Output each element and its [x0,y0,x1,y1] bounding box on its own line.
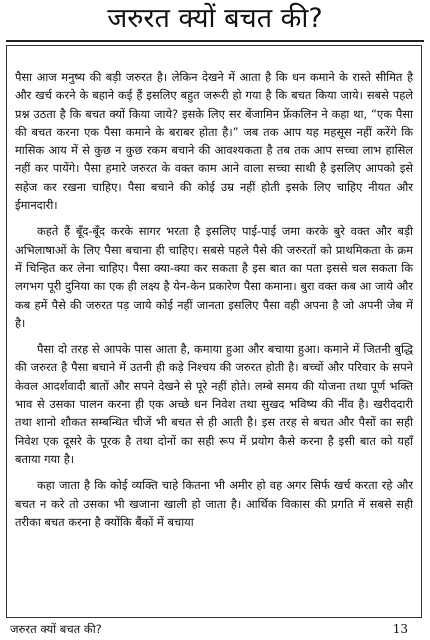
paragraph-2: कहते हैं बूँद-बूँद करके सागर भरता है इसलिए पाई-पाई जमा करके बुरे वक्त और बड़ी अभिलाषाओं के लिए पैसा बचाना ही चाहिए। सबसे पहले पैसे की जरुरतों को प्राथमिकता के क्रम में चिन्हित कर लेना चाहिए। पैसा क्या-क्या कर सकता है इस बात का पता इससे चल सकता कि लगभग पूरी दुनिया का एक ही लक्ष्य है येन-केन प्रकारेण पैसा कमाना। बुरा वक्त कब आ जाये और कब हमें पैसे की जरुरत पड़ जाये कोई नहीं जानता इसलिए पैसा वही अपना है जो अपनी जेब में है। [15,224,413,330]
paragraph-1: पैसा आज मनुष्य की बड़ी जरुरत है। लेकिन देखने में आता है कि धन कमाने के रास्ते सीमित है और खर्च करने के बहाने कई हैं इसलिए बहुत जरूरी हो गया है कि बचत किया जाये। सबसे पहले प्रश्न उठता है कि बचत क्यों किया जाये? इसके लिए सर बेंजामिन फ्रेंकलिन ने कहा था, “एक पैसा की बचत करना एक पैसा कमाने के बराबर होता है।” जब तक आप यह महसूस नहीं करेंगे कि मासिक आय में से कुछ न कुछ रकम बचाने की आवश्यकता है तब तक आप सच्चा लाभ हासिल नहीं कर पायेंगे। पैसा हमारे जरुरत के वक्त काम आने वाला सच्चा साथी है इसलिए आपको इसे सहेज कर रखना चाहिए। पैसा बचाने की कोई उम्र नहीं होती इसके लिए चाहिए नीयत और ईमानदारी। [15,70,413,213]
paragraph-3: पैसा दो तरह से आपके पास आता है, कमाया हुआ और बचाया हुआ। कमाने में जितनी बुद्धि की जरुरत है पैसा बचाने में उतनी ही कड़े निश्चय की जरुरत होती है। बच्चों और परिवार के सपने केवल आदर्शवादी बातों और सपने देखने से पूरे नहीं होते। लम्बे समय की योजना तथा पूर्ण भक्ति भाव से उसका पालन करना ही एक अच्छे धन निवेश तथा सुखद भविष्य की नींव है। खरीददारी तथा शानो शौकत सम्बन्धित चीजें भी बचत से ही आती है। इस तरह से बचत और पैसों का सही निवेश एक दूसरे के पूरक है तथा दोनों का सही रूप में प्रयोग कैसे करना है इसी बात को यहाँ बताया गया है। [15,342,413,466]
page-title: जरुरत क्यों बचत की? [107,3,323,34]
running-title: जरुरत क्यों बचत की? [10,621,102,636]
paragraph-4: कहा जाता है कि कोई व्यक्ति चाहे कितना भी अमीर हो वह अगर सिर्फ खर्च करता रहे और बचत न करे तो उसका भी खजाना खाली हो जाता है। आर्थिक विकास की प्रगति में सबसे सही तरीका बचत करना है क्योंकि बैंकों में बचाया [15,478,413,529]
page-number: 13 [392,622,408,636]
title-rule [6,40,424,42]
text-frame [6,45,422,618]
page-footer [6,620,424,638]
